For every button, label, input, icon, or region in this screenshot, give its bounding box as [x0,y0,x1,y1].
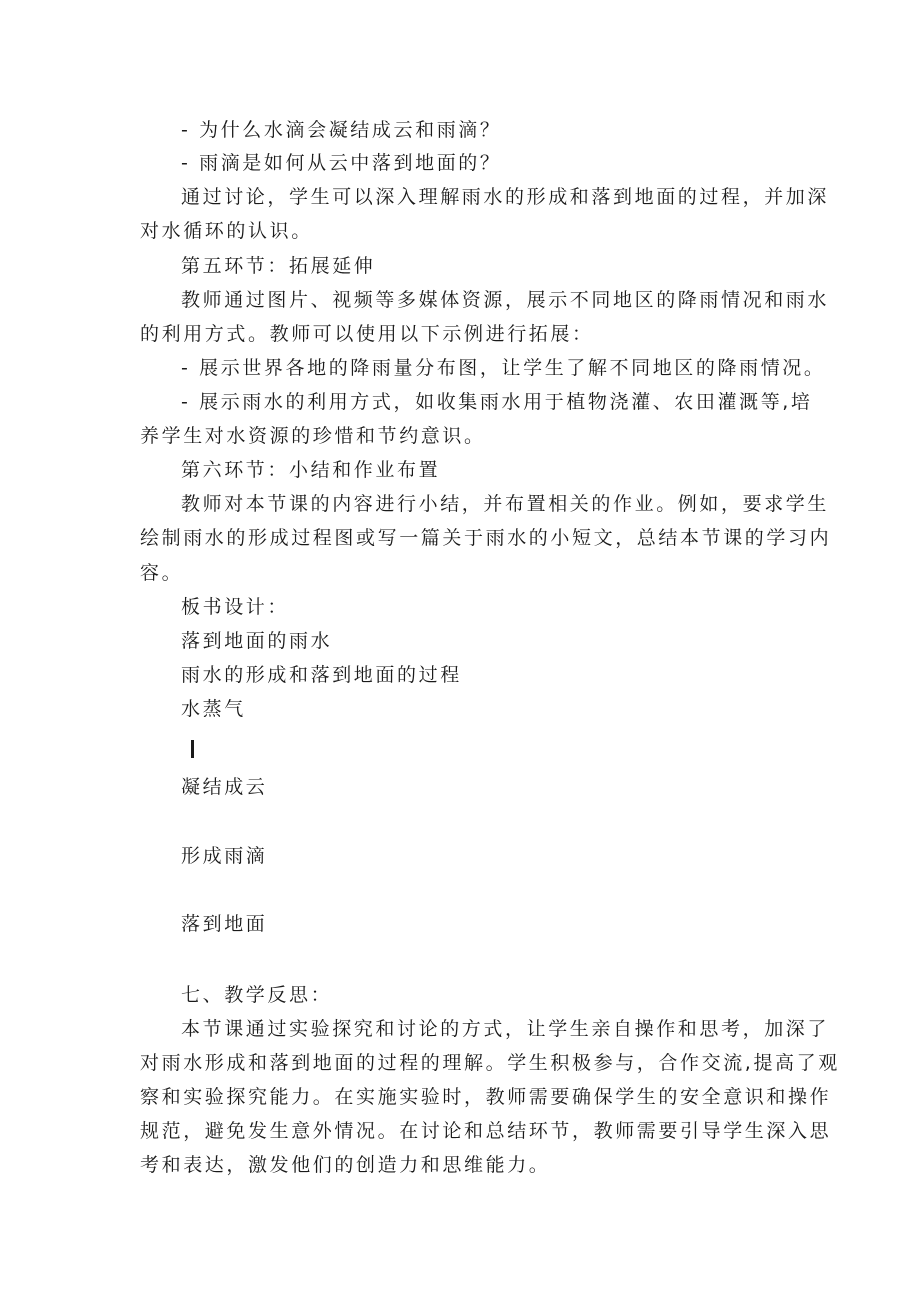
reflection-paragraph-line-3: 察和实验探究能力。在实施实验时，教师需要确保学生的安全意识和操作 [140,1086,832,1108]
extension-paragraph-line-1: 教师通过图片、视频等多媒体资源，展示不同地区的降雨情况和雨水 [181,289,830,311]
section-5-heading: 第五环节：拓展延伸 [181,255,376,277]
section-6-heading: 第六环节：小结和作业布置 [181,459,441,481]
flow-arrow-mark [191,740,194,758]
extension-paragraph-line-2: 的利用方式。教师可以使用以下示例进行拓展： [140,323,594,345]
reflection-paragraph-line-4: 规范，避免发生意外情况。在讨论和总结环节，教师需要引导学生深入思 [140,1120,832,1142]
board-step-water-vapor: 水蒸气 [181,698,246,720]
board-subtitle: 雨水的形成和落到地面的过程 [181,664,462,686]
board-step-condense: 凝结成云 [181,776,268,798]
extension-bullet-1: - 展示世界各地的降雨量分布图，让学生了解不同地区的降雨情况。 [181,357,826,379]
board-design-heading: 板书设计： [181,596,290,618]
extension-bullet-2-line-2: 养学生对水资源的珍惜和节约意识。 [140,425,486,447]
summary-paragraph-line-1: 教师对本节课的内容进行小结，并布置相关的作业。例如，要求学生 [181,493,830,515]
reflection-paragraph-line-5: 考和表达，激发他们的创造力和思维能力。 [140,1154,551,1176]
section-7-heading: 七、教学反思： [181,984,333,1006]
extension-bullet-2-line-1: - 展示雨水的利用方式，如收集雨水用于植物浇灌、农田灌溉等,培 [181,391,813,413]
board-step-fall: 落到地面 [181,913,268,935]
discussion-paragraph-line-2: 对水循环的认识。 [140,220,313,242]
summary-paragraph-line-3: 容。 [140,562,184,584]
board-step-raindrops: 形成雨滴 [181,845,268,867]
reflection-paragraph-line-1: 本节课通过实验探究和讨论的方式，让学生亲自操作和思考，加深了 [181,1018,830,1040]
summary-paragraph-line-2: 绘制雨水的形成过程图或写一篇关于雨水的小短文，总结本节课的学习内 [140,527,832,549]
discussion-paragraph-line-1: 通过讨论，学生可以深入理解雨水的形成和落到地面的过程，并加深 [181,186,830,208]
bullet-question-2: - 雨滴是如何从云中落到地面的？ [181,152,502,174]
board-title: 落到地面的雨水 [181,630,333,652]
reflection-paragraph-line-2: 对雨水形成和落到地面的过程的理解。学生积极参与，合作交流,提高了观 [140,1052,840,1074]
bullet-question-1: - 为什么水滴会凝结成云和雨滴？ [181,119,502,141]
